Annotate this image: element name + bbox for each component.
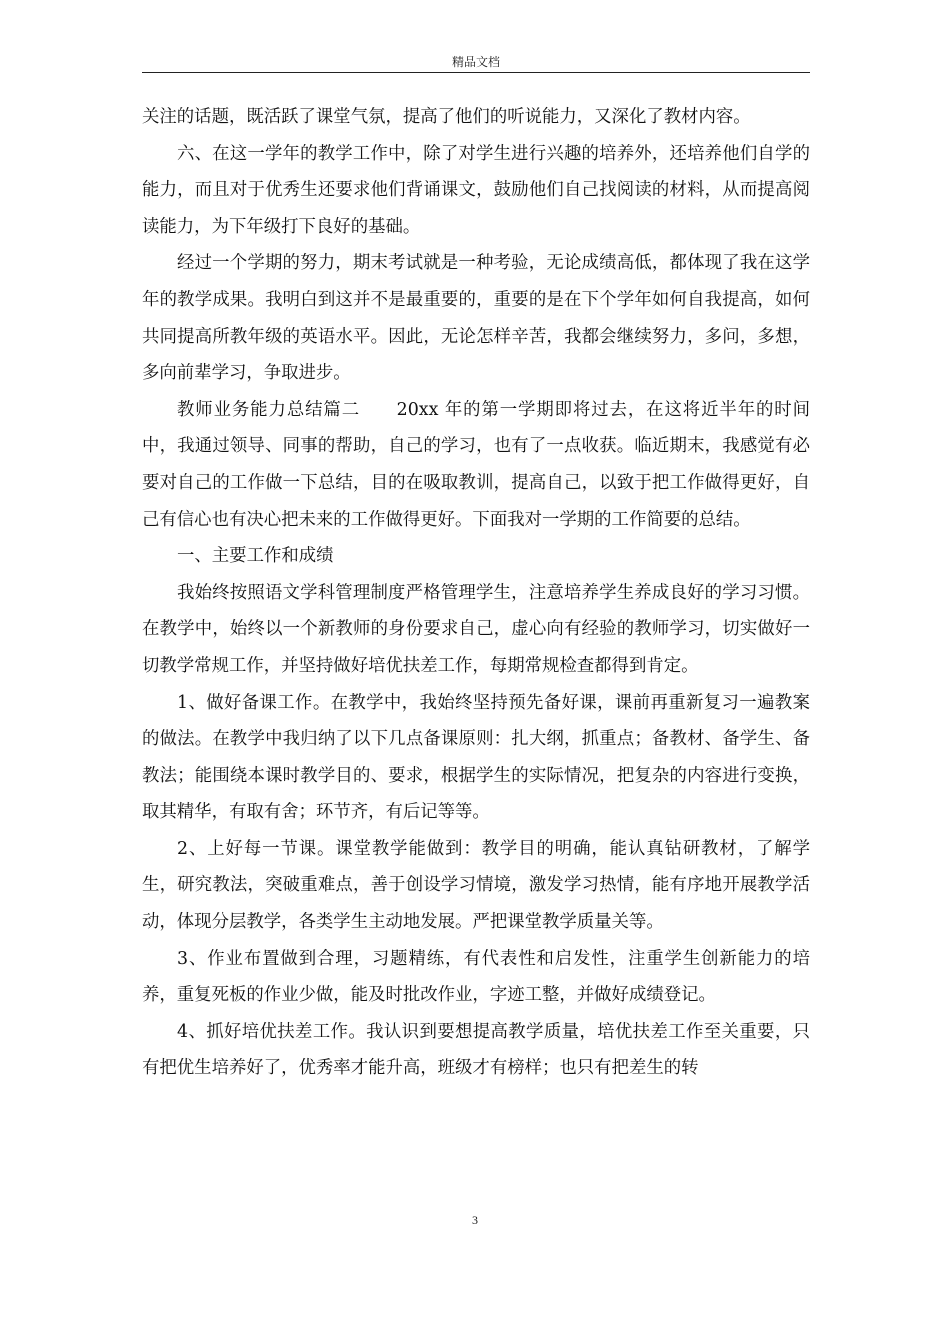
paragraph: 我始终按照语文学科管理制度严格管理学生，注意培养学生养成良好的学习习惯。在教学中，始终以一个新教师的身份要求自己，虚心向有经验的教师学习，切实做好一切教学常规工作，并坚持做好培优扶差工作，每期常规检查都得到肯定。 [142, 582, 810, 676]
paragraph: 教师业务能力总结篇二 20xx 年的第一学期即将过去，在这将近半年的时间中，我通过领导、同事的帮助，自己的学习，也有了一点收获。临近期末，我感觉有必要对自己的工作做一下总结，目的在吸取教训，提高自己，以致于把工作做得更好，自己有信心也有决心把未来的工作做得更好。下面我对一学期的工作简要的总结。 [142, 399, 810, 530]
paragraph: 4、抓好培优扶差工作。我认识到要想提高教学质量，培优扶差工作至关重要，只有把优生培养好了，优秀率才能升高，班级才有榜样；也只有把差生的转 [142, 1021, 810, 1079]
paragraph: 2、上好每一节课。课堂教学能做到：教学目的明确，能认真钻研教材，了解学生，研究教法，突破重难点，善于创设学习情境，激发学习热情，能有序地开展教学活动，体现分层教学，各类学生主动地发展。严把课堂教学质量关等。 [142, 838, 810, 933]
section-heading: 一、主要工作和成绩 [177, 546, 334, 567]
paragraph: 经过一个学期的努力，期末考试就是一种考验，无论成绩高低，都体现了我在这学年的教学成果。我明白到这并不是最重要的，重要的是在下个学年如何自我提高，如何共同提高所教年级的英语水平。因此，无论怎样辛苦，我都会继续努力，多问，多想，多向前辈学习，争取进步。 [142, 253, 810, 384]
document-body [142, 99, 810, 1087]
page-header: 精品文档 [451, 55, 500, 69]
page-number: 3 [472, 1213, 478, 1227]
paragraph: 关注的话题，既活跃了课堂气氛，提高了他们的听说能力，又深化了教材内容。 [142, 107, 751, 127]
paragraph: 六、在这一学年的教学工作中，除了对学生进行兴趣的培养外，还培养他们自学的能力，而且对于优秀生还要求他们背诵课文，鼓励他们自己找阅读的材料，从而提高阅读能力，为下年级打下良好的基础。 [142, 143, 810, 237]
paragraph: 3、作业布置做到合理，习题精练，有代表性和启发性，注重学生创新能力的培养，重复死板的作业少做，能及时批改作业，字迹工整，并做好成绩登记。 [142, 948, 810, 1006]
header-rule [142, 72, 810, 73]
paragraph: 1、做好备课工作。在教学中，我始终坚持预先备好课，课前再重新复习一遍教案的做法。在教学中我归纳了以下几点备课原则：扎大纲，抓重点；备教材、备学生、备教法；能围绕本课时教学目的、要求，根据学生的实际情况，把复杂的内容进行变换，取其精华，有取有舍；环节齐，有后记等等。 [142, 692, 810, 823]
